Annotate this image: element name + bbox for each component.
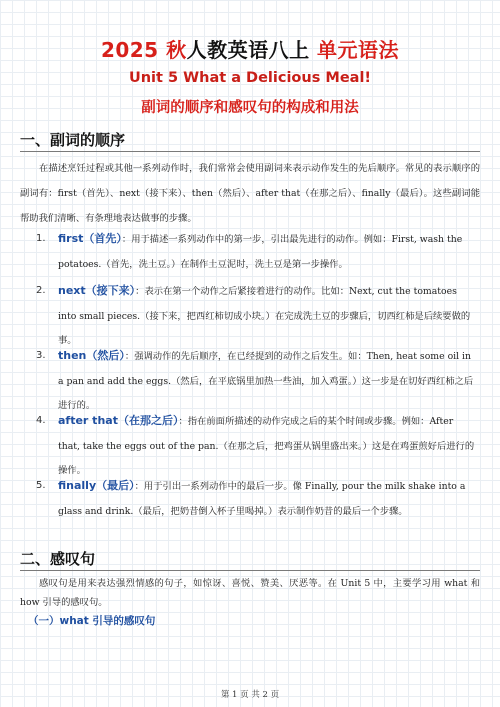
item-number: 1. [36, 233, 46, 244]
item-text: ：用于引出一系列动作中的最后一步。像 Finally, pour the milk shake into a glass and drink.（最后，把奶昔倒入杯子里喝掉。）表示制作奶昔的最后一个步骤。 [58, 481, 466, 517]
title-topic: 单元语法 [317, 38, 400, 62]
item-number: 4. [36, 415, 46, 426]
unit-title: Unit 5 What a Delicious Meal! [128, 70, 372, 86]
item-text: ：指在前面所描述的动作完成之后的某个时间或步骤。例如：After that, take the eggs out of the pan.（在那之后，把鸡蛋从锅里盛出来。）这是在鸡蛋煎好后进行的操作。 [58, 416, 475, 477]
list-item [36, 409, 476, 484]
title-textbook: 人教英语八上 [186, 38, 310, 62]
item-keyword: after that（在那之后） [58, 414, 179, 427]
section2-divider [20, 570, 480, 571]
list-item [36, 227, 476, 277]
item-keyword: first（首先） [58, 232, 122, 245]
list-item [36, 474, 476, 524]
section1-heading: 一、副词的顺序 [20, 131, 126, 149]
item-text: ：强调动作的先后顺序，在已经提到的动作之后发生。如：Then, heat some oil in a pan and add the eggs.（然后，在平底锅里加热一些油，加入鸡蛋。）这一步是在切好西红柿之后进行的。 [58, 351, 474, 412]
section1-intro: 在描述烹饪过程或其他一系列动作时，我们常常会使用副词来表示动作发生的先后顺序。常见的表示顺序的副词有：first（首先）、next（接下来）、then（然后）、after that（在那之后）、finally（最后）。这些副词能帮助我们清晰、有条理地表达做事的步骤。 [20, 163, 480, 224]
item-number: 3. [36, 350, 46, 361]
item-number: 5. [36, 480, 46, 491]
subsection-heading: （一）what 引导的感叹句 [28, 615, 156, 627]
page-footer: 第 1 页 共 2 页 [220, 690, 280, 700]
section2-intro: 感叹句是用来表达强烈情感的句子，如惊讶、喜悦、赞美、厌恶等。在 Unit 5 中，主要学习用 what 和 how 引导的感叹句。 [20, 578, 480, 608]
grammar-topic: 副词的顺序和感叹句的构成和用法 [141, 100, 359, 116]
item-text: ：用于描述一系列动作中的第一步，引出最先进行的动作。例如：First, wash the potatoes.（首先，洗土豆。）在制作土豆泥时，洗土豆是第一步操作。 [58, 234, 463, 270]
item-keyword: then（然后） [58, 349, 125, 362]
title-year: 2025 秋 [100, 38, 187, 62]
item-number: 2. [36, 285, 46, 296]
item-keyword: finally（最后） [58, 479, 135, 492]
list-item [36, 279, 476, 354]
list-item [36, 344, 476, 419]
section1-divider [20, 151, 480, 152]
section2-heading: 二、感叹句 [20, 550, 96, 568]
item-text: ：表示在第一个动作之后紧接着进行的动作。比如：Next, cut the tomatoes into small pieces.（接下来，把西红柿切成小块。）在完成洗土豆的步骤后，切西红柿是后续要做的事。 [58, 286, 471, 347]
document-title [0, 34, 500, 63]
item-keyword: next（接下来） [58, 284, 136, 297]
